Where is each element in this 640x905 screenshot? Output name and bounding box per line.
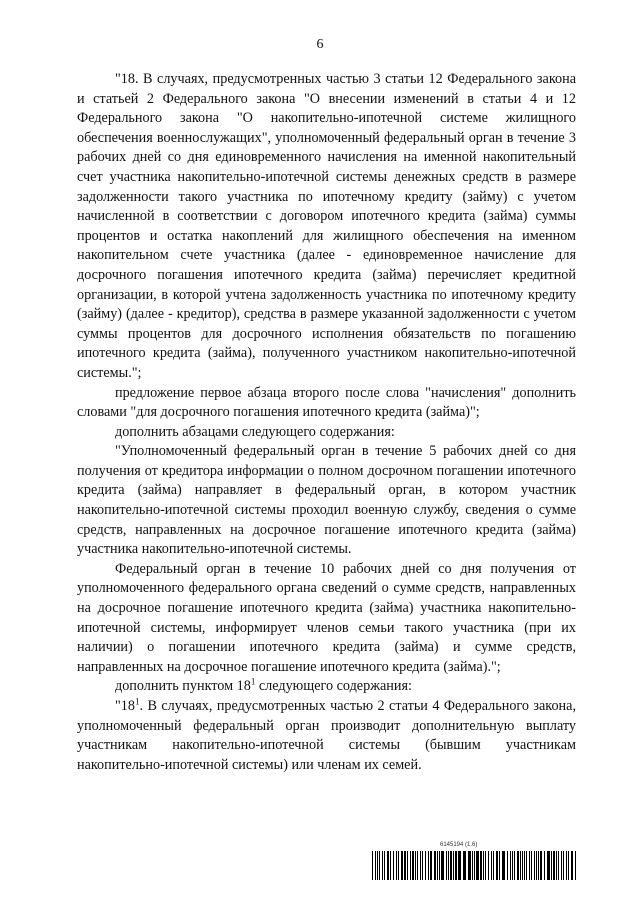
paragraph-add-clause-18-1 <box>77 677 576 697</box>
text-run: . В случаях, предусмотренных частью 2 статьи 4 Федерального закона, уполномоченный федеральный орган производит дополнительную выплату участникам накопительно-ипотечной системы (бывшим участникам накопительно-ипотечной системы) или членам их семей. <box>77 698 576 773</box>
text-run: следующего содержания: <box>255 678 412 695</box>
paragraph-add-paragraphs: дополнить абзацами следующего содержания: <box>115 423 395 440</box>
superscript: 1 <box>250 676 256 687</box>
text-run: дополнить пунктом 18 <box>115 678 251 695</box>
document-body <box>77 70 576 775</box>
paragraph-clause-18: "18. В случаях, предусмотренных частью 3 статьи 12 Федерального закона и статьей 2 Федерального закона "О внесении изменений в статьи 4 и 12 Федерального закона "О накопительно-ипотечной системе жилищного обеспечения военнослужащих", уполномоченный федеральный орган в течение 3 рабочих дней со дня единовременного начисления на именной накопительный счет участника накопительно-ипотечной системы денежных средств в размере задолженности такого участника по ипотечному кредиту (займу) с учетом начисленной в соответствии с договором ипотечного кредита (займа) суммы процентов и остатка накоплений для жилищного обеспечения на именном накопительном счете участника (далее - единовременное начисление для досрочного погашения ипотечного кредита (займа) перечисляет кредитной организации, в которой учтена задолженность участника по ипотечному кредиту (займу) (далее - кредитор), средства в размере указанной задолженности с учетом суммы процентов для досрочного исполнения обязательств по погашению ипотечного кредита (займа), полученного участником накопительно-ипотечной системы."; <box>77 71 576 381</box>
superscript: 1 <box>134 696 140 707</box>
barcode-caption: 6145194 (1.6) <box>440 842 478 848</box>
barcode <box>372 851 576 880</box>
page-number: 6 <box>316 37 324 52</box>
text-run: "18 <box>115 698 135 714</box>
paragraph-clause-18-1 <box>77 697 576 775</box>
paragraph-federal-body: Федеральный орган в течение 10 рабочих дней со дня получения от уполномоченного федерального органа сведений о сумме средств, направленных на досрочное погашение ипотечного кредита (займа) участника накопительно-ипотечной системы, информирует членов семьи такого участника (при их наличии) о погашении ипотечного кредита (займа) и сумме средств, направленных на досрочное погашение ипотечного кредита (займа)."; <box>77 560 576 675</box>
paragraph-authorized-body: "Уполномоченный федеральный орган в течение 5 рабочих дней со дня получения от кредитора информации о полном досрочном погашении ипотечного кредита (займа) направляет в федеральный орган, в котором участник накопительно-ипотечной системы проходил военную службу, сведения о сумме средств, направленных на досрочное погашение ипотечного кредита (займа) участника накопительно-ипотечной системы. <box>77 443 576 558</box>
paragraph-amendment-first-sentence: предложение первое абзаца второго после слова "начисления" дополнить словами "для досрочного погашения ипотечного кредита (займа)"; <box>77 384 576 421</box>
